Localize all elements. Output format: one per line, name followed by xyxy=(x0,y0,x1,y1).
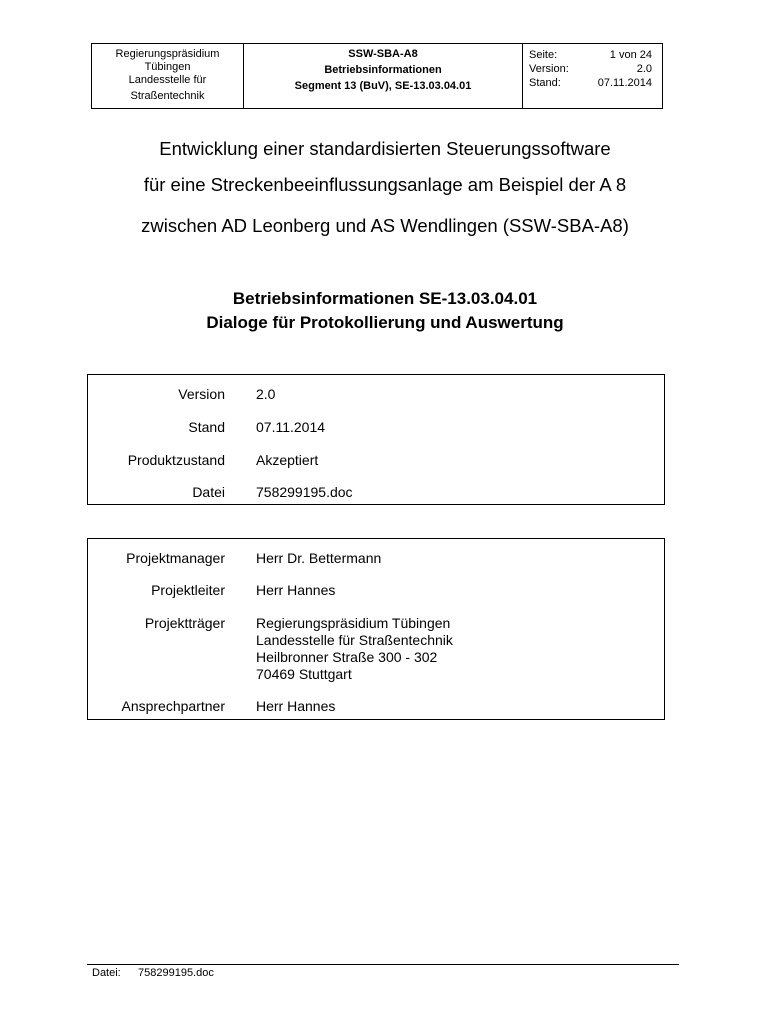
header-doc-line: SSW-SBA-A8 xyxy=(348,48,418,60)
meta-value: 07.11.2014 xyxy=(597,77,652,89)
info-label: Version xyxy=(178,386,225,402)
title-line: Entwicklung einer standardisierten Steuerungssoftware xyxy=(159,138,611,159)
header-org-line: Regierungspräsidium xyxy=(115,48,220,60)
title-line: zwischen AD Leonberg und AS Wendlingen (SSW-SBA-A8) xyxy=(141,215,629,236)
info-label: Stand xyxy=(188,419,225,435)
project-label: Projektleiter xyxy=(151,582,225,598)
footer-value: 758299195.doc xyxy=(138,967,214,979)
header-organization xyxy=(92,44,244,108)
info-value: Akzeptiert xyxy=(256,452,319,468)
address-line: 70469 Stuttgart xyxy=(256,666,352,682)
header-doc-line: Betriebsinformationen xyxy=(324,64,442,76)
header-meta-page xyxy=(529,48,652,62)
meta-label: Version: xyxy=(529,63,569,75)
subtitle-line: Betriebsinformationen SE-13.03.04.01 xyxy=(232,289,538,308)
project-info-box xyxy=(87,538,665,720)
footer-file xyxy=(92,967,214,979)
footer-divider xyxy=(87,964,679,965)
project-label: Projektträger xyxy=(144,615,225,631)
footer-label: Datei: xyxy=(92,967,121,979)
project-label: Ansprechpartner xyxy=(121,698,225,714)
project-value xyxy=(256,615,453,683)
title-line: für eine Streckenbeeinflussungsanlage am Beispiel der A 8 xyxy=(143,174,627,195)
info-value: 07.11.2014 xyxy=(256,419,326,435)
document-info-box xyxy=(87,374,665,505)
info-value: 758299195.doc xyxy=(256,484,353,500)
header-doc-line: Segment 13 (BuV), SE-13.03.04.01 xyxy=(294,80,472,92)
meta-value: 1 von 24 xyxy=(609,49,652,61)
info-label: Produktzustand xyxy=(127,452,225,468)
address-line: Heilbronner Straße 300 - 302 xyxy=(256,649,438,665)
project-value: Herr Dr. Bettermann xyxy=(256,550,382,566)
meta-label: Seite: xyxy=(529,49,558,61)
header-meta-date xyxy=(529,76,652,90)
header-meta xyxy=(523,44,662,108)
header-org-line: Straßentechnik xyxy=(130,90,205,102)
project-label: Projektmanager xyxy=(126,550,225,566)
project-value: Herr Hannes xyxy=(256,582,336,598)
project-value: Herr Hannes xyxy=(256,698,336,714)
header-org-line: Landesstelle für xyxy=(128,74,207,86)
meta-label: Stand: xyxy=(529,77,561,89)
address-line: Landesstelle für Straßentechnik xyxy=(256,632,453,648)
header-org-line: Tübingen xyxy=(144,61,191,73)
info-label: Datei xyxy=(192,484,225,500)
header-document-id xyxy=(244,44,523,108)
subtitle-line: Dialoge für Protokollierung und Auswertung xyxy=(206,313,564,332)
meta-value: 2.0 xyxy=(636,63,652,75)
info-value: 2.0 xyxy=(256,386,276,402)
header-meta-version xyxy=(529,62,652,76)
document-header-table xyxy=(91,43,663,109)
address-line: Regierungspräsidium Tübingen xyxy=(256,615,451,631)
